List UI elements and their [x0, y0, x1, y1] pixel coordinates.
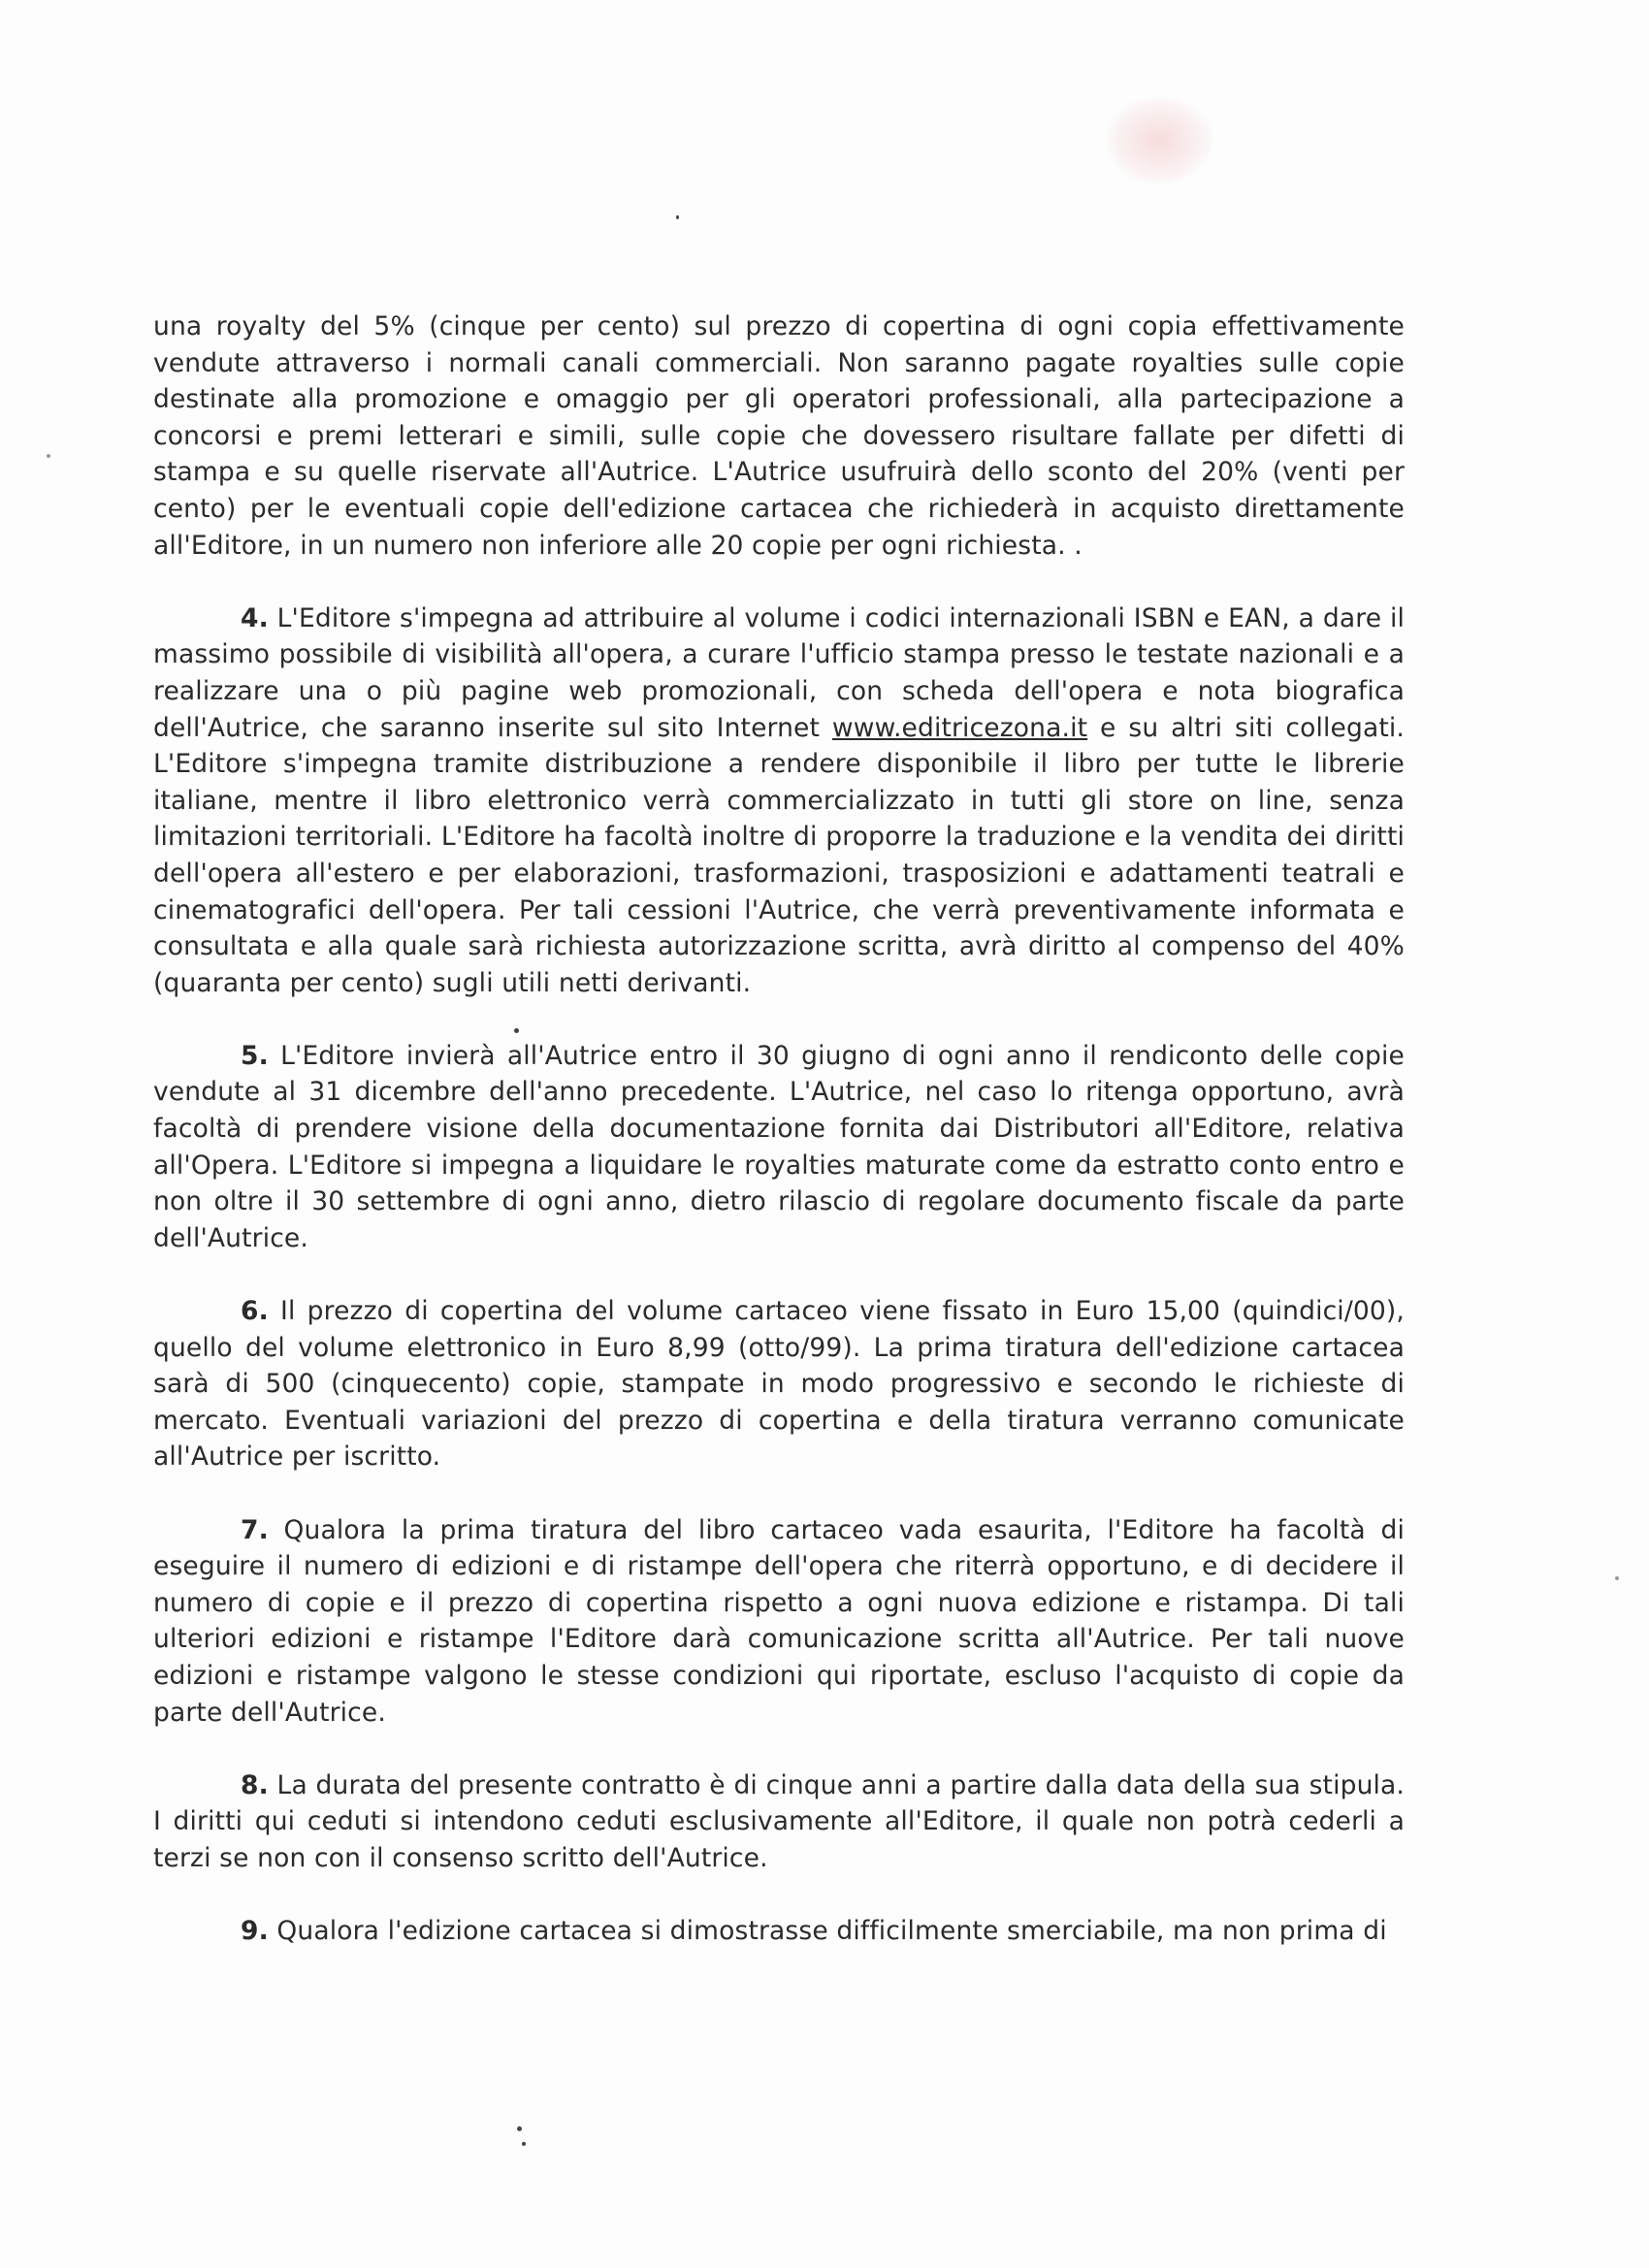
paragraph-text: e su altri siti collegati. L'Editore s'impegna tramite distribuzione a rendere disponibile il libro per tutte le librerie italiane, mentre il libro elettronico verrà commercializzato in tutti gli store on line, senza limitazioni territoriali. L'Editore ha facoltà inoltre di proporre la traduzione e la vendita dei diritti dell'opera all'estero e per elaborazioni, trasformazioni, trasposizioni e adattamenti teatrali e cinematografici dell'opera. Per tali cessioni l'Autrice, che verrà preventivamente informata e consultata e alla quale sarà richiesta autorizzazione scritta, avrà diritto al compenso del 40% (quaranta per cento) sugli utili netti derivanti. — [153, 712, 1405, 998]
paragraph-clause-5 — [153, 1038, 1405, 1257]
clause-number: 8. — [241, 1769, 269, 1800]
paragraph-text: Il prezzo di copertina del volume cartaceo viene fissato in Euro 15,00 (quindici/00), quello del volume elettronico in Euro 8,99 (otto/99). La prima tiratura dell'edizione cartacea sarà di 500 (cinquecento) copie, stampate in modo progressivo e secondo le richieste di mercato. Eventuali variazioni del prezzo di copertina e della tiratura verranno comunicate all'Autrice per iscritto. — [153, 1296, 1405, 1473]
scan-speck — [1615, 1576, 1619, 1580]
paragraph-clause-6 — [153, 1293, 1405, 1475]
paragraph-text: L'Editore s'impegna ad attribuire al volume i codici internazionali ISBN e EAN, a dare il massimo possibile di visibilità all'opera, a curare l'ufficio stampa presso le testate nazionali e a realizzare una o più pagine web promozionali, con scheda dell'opera e nota biografica dell'Autrice, che saranno inserite sul sito Internet — [153, 602, 1405, 743]
paragraph-royalty-continuation — [153, 308, 1405, 564]
scan-speck — [47, 454, 50, 458]
contract-body-text — [153, 308, 1405, 1950]
paragraph-clause-8 — [153, 1767, 1405, 1877]
clause-number: 4. — [241, 602, 269, 633]
clause-number: 9. — [241, 1916, 269, 1947]
paragraph-text: Qualora l'edizione cartacea si dimostrasse difficilmente smerciabile, ma non prima di — [276, 1916, 1387, 1947]
paragraph-text: una royalty del 5% (cinque per cento) sul prezzo di copertina di ogni copia effettivamente vendute attraverso i normali canali commerciali. Non saranno pagate royalties sulle copie destinate alla promozione e omaggio per gli operatori professionali, alla partecipazione a concorsi e premi letterari e simili, sulle copie che dovessero risultare fallate per difetti di stampa e su quelle riservate all'Autrice. L'Autrice usufruirà dello sconto del 20% (venti per cento) per le eventuali copie dell'edizione cartacea che richiederà in acquisto direttamente all'Editore, in un numero non inferiore alle 20 copie per ogni richiesta. . — [153, 311, 1405, 561]
scan-speck — [517, 2126, 522, 2131]
paragraph-text: L'Editore invierà all'Autrice entro il 30 giugno di ogni anno il rendiconto delle copie vendute al 31 dicembre dell'anno precedente. L'Autrice, nel caso lo ritenga opportuno, avrà facoltà di prendere visione della documentazione fornita dai Distributori all'Editore, relativa all'Opera. L'Editore si impegna a liquidare le royalties maturate come da estratto conto entro e non oltre il 30 settembre di ogni anno, dietro rilascio di regolare documento fiscale da parte dell'Autrice. — [153, 1040, 1405, 1253]
paragraph-clause-4 — [153, 600, 1405, 1002]
clause-number: 7. — [241, 1514, 269, 1545]
paragraph-text: Qualora la prima tiratura del libro cartaceo vada esaurita, l'Editore ha facoltà di eseguire il numero di edizioni e di ristampe dell'opera che riterrà opportuno, e di decidere il numero di copie e il prezzo di copertina rispetto a ogni nuova edizione e ristampa. Di tali ulteriori edizioni e ristampe l'Editore darà comunicazione scritta all'Autrice. Per tali nuove edizioni e ristampe valgono le stesse condizioni qui riportate, escluso l'acquisto di copie da parte dell'Autrice. — [153, 1514, 1405, 1728]
paragraph-text: La durata del presente contratto è di cinque anni a partire dalla data della sua stipula. I diritti qui ceduti si intendono ceduti esclusivamente all'Editore, il quale non potrà cederli a terzi se non con il consenso scritto dell'Autrice. — [153, 1769, 1405, 1873]
scan-speck — [522, 2142, 526, 2146]
clause-number: 6. — [241, 1296, 269, 1327]
red-ink-smudge — [1106, 97, 1212, 184]
paragraph-clause-7 — [153, 1512, 1405, 1732]
website-link[interactable]: www.editricezona.it — [831, 712, 1088, 743]
paragraph-clause-9 — [153, 1913, 1405, 1950]
clause-number: 5. — [241, 1040, 269, 1071]
scan-speck — [676, 215, 679, 219]
